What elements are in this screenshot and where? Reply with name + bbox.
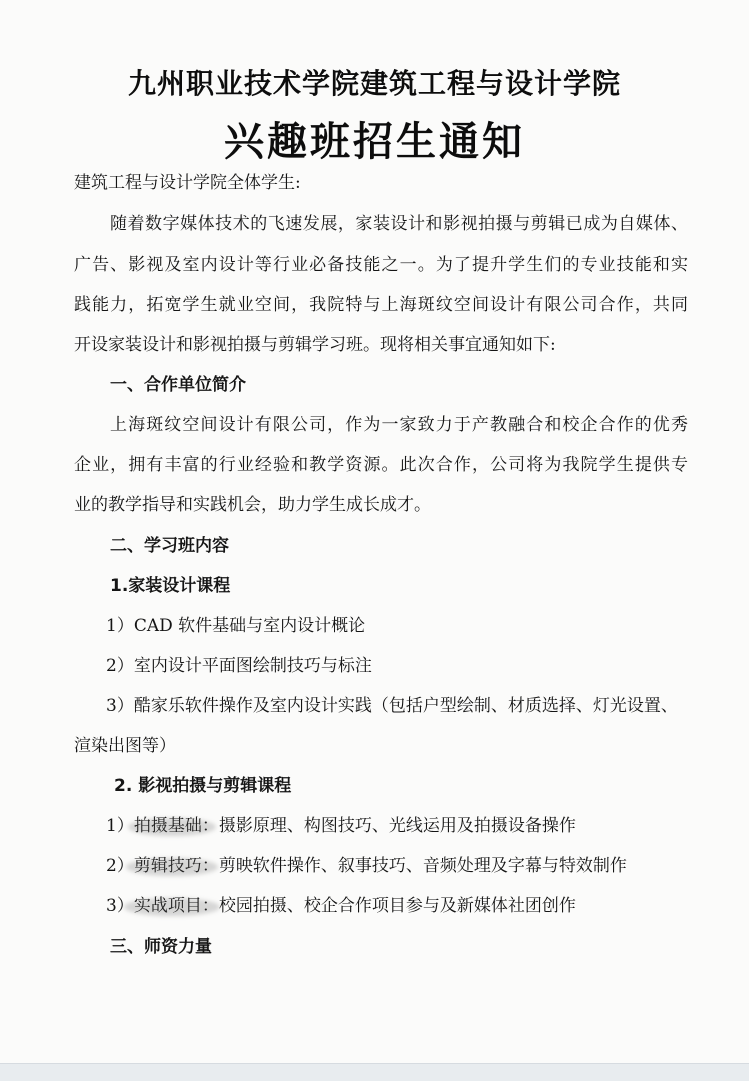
salutation: 建筑工程与设计学院全体学生: [74,173,301,193]
intro-line-4: 开设家装设计和影视拍摄与剪辑学习班。现将相关事宜通知如下: [74,335,556,355]
course-1-item-2: 2）室内设计平面图绘制技巧与标注 [106,656,372,676]
course-2-item-2: 2）剪辑技巧：剪映软件操作、叙事技巧、音频处理及字幕与特效制作 [106,856,627,876]
intro-line-1: 随着数字媒体技术的飞速发展，家装设计和影视拍摄与剪辑已成为自媒体、 [110,214,688,234]
course-1-item-1: 1）CAD 软件基础与室内设计概论 [106,616,366,636]
intro-line-2: 广告、影视及室内设计等行业必备技能之一。为了提升学生们的专业技能和实 [74,255,688,275]
section-1-line-2: 企业，拥有丰富的行业经验和教学资源。此次合作，公司将为我院学生提供专 [74,455,688,475]
section-2-title: 二、学习班内容 [110,536,229,556]
section-1-line-3: 业的教学指导和实践机会，助力学生成长成才。 [74,495,431,515]
scan-smudge [124,898,220,916]
scan-smudge [128,818,216,836]
course-2-title: 2. 影视拍摄与剪辑课程 [114,776,292,796]
section-1-line-1: 上海斑纹空间设计有限公司，作为一家致力于产教融合和校企合作的优秀 [110,415,688,435]
course-2-item-3: 3）实战项目：校园拍摄、校企合作项目参与及新媒体社团创作 [106,896,576,916]
section-1-title: 一、合作单位简介 [110,375,246,395]
course-1-item-3-cont: 渲染出图等） [74,736,176,756]
course-2-item-1: 1）拍摄基础：摄影原理、构图技巧、光线运用及拍摄设备操作 [106,816,576,836]
school-name: 九州职业技术学院建筑工程与设计学院 [127,67,621,100]
course-1-title: 1.家装设计课程 [110,576,231,596]
bottom-bar [0,1063,749,1081]
scan-smudge [126,858,218,876]
intro-line-3: 践能力，拓宽学生就业空间，我院特与上海斑纹空间设计有限公司合作，共同 [74,295,688,315]
section-3-title: 三、师资力量 [110,937,212,957]
course-1-item-3: 3）酷家乐软件操作及室内设计实践（包括户型绘制、材质选择、灯光设置、 [106,696,678,716]
notice-title: 兴趣班招生通知 [224,119,525,165]
